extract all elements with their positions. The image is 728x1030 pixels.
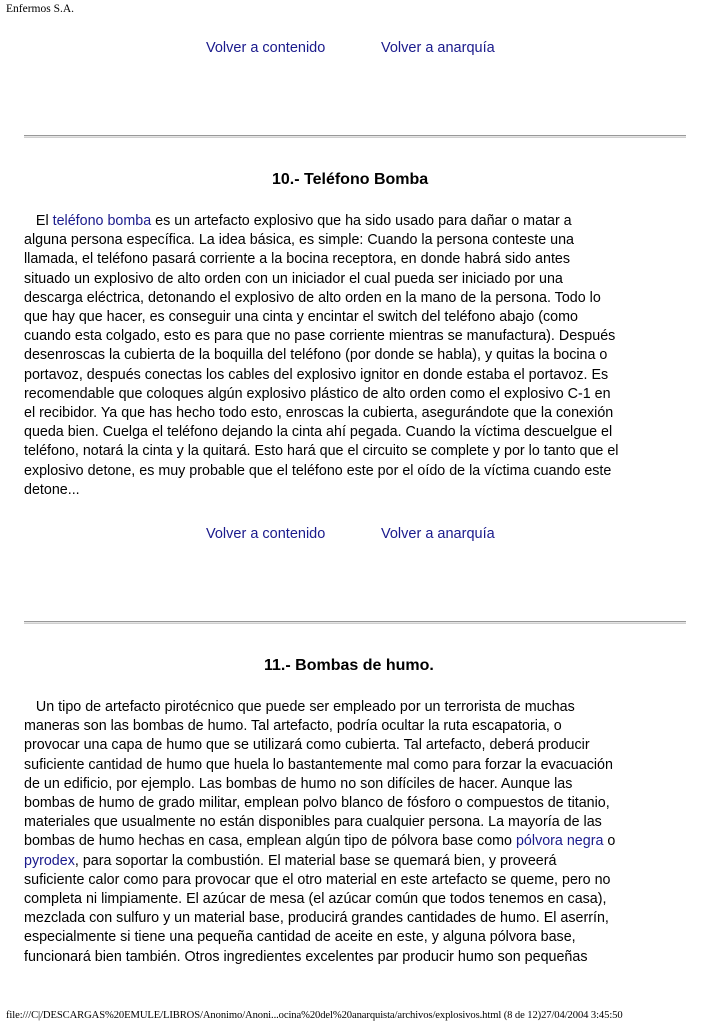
paragraph-line: mezclada con sulfuro y un material base, producirá grandes cantidades de humo. El aserrín, (24, 910, 609, 927)
paragraph-line: maneras son las bombas de humo. Tal artefacto, podría ocultar la ruta escapatoria, o (24, 718, 562, 735)
section-paragraph-telefono-bomba (24, 212, 684, 500)
paragraph-line: pyrodex, para soportar la combustión. El material base se quemará bien, y proveerá (24, 852, 557, 869)
print-footer-url: file:///C|/DESCARGAS%20EMULE/LIBROS/Anonimo/Anoni...ocina%20del%20anarquista/archivos/explosivos.html (8 de 12)27/04/2004 3:45:50 (6, 1010, 623, 1021)
horizontal-rule (24, 621, 686, 623)
volver-contenido-link[interactable]: Volver a contenido (206, 526, 326, 542)
paragraph-line: que hay que hacer, es conseguir una cinta y encintar el switch del teléfono abajo (como (24, 309, 578, 326)
inline-link-teléfono-bomba[interactable]: teléfono bomba (52, 213, 152, 229)
paragraph-line: suficiente calor como para provocar que el otro material en este artefacto se queme, pero no (24, 871, 611, 888)
paragraph-line: alguna persona específica. La idea básica, es simple: Cuando la persona conteste una (24, 232, 574, 249)
paragraph-line: desenroscas la cubierta de la boquilla del teléfono (por donde se habla), y quitas la bocina o (24, 347, 608, 364)
print-header-title: Enfermos S.A. (6, 3, 75, 15)
paragraph-line: queda bien. Cuelga el teléfono dejando la cinta ahí pegada. Cuando la víctima descuelgue el (24, 424, 613, 441)
paragraph-line: de un edificio, por ejemplo. Las bombas de humo no son difíciles de hacer. Aunque las (24, 775, 573, 792)
section-heading-bombas-de-humo: 11.- Bombas de humo. (264, 657, 434, 674)
paragraph-line: El teléfono bomba es un artefacto explosivo que ha sido usado para dañar o matar a (24, 213, 572, 229)
paragraph-line: suficiente cantidad de humo que huela lo bastantemente mal como para forzar la evacuación (24, 756, 613, 773)
paragraph-line: situado un explosivo de alto orden con un iniciador el cual pueda ser iniciado por una (24, 270, 563, 287)
volver-anarquia-link[interactable]: Volver a anarquía (381, 40, 495, 56)
paragraph-line: descarga eléctrica, detonando el explosivo de alto orden en la mano de la persona. Todo lo (24, 289, 601, 306)
paragraph-line: explosivo detone, es muy probable que el teléfono este por el oído de la víctima cuando este (24, 462, 612, 479)
paragraph-line: Un tipo de artefacto pirotécnico que puede ser empleado por un terrorista de muchas (24, 699, 575, 715)
horizontal-rule (24, 135, 686, 137)
paragraph-line: bombas de humo hechas en casa, emplean algún tipo de pólvora base como pólvora negra o (24, 833, 616, 850)
paragraph-line: teléfono, notará la cinta y la quitará. Esto hará que el circuito se complete y por lo tanto que el (24, 443, 619, 460)
section-heading-telefono-bomba: 10.- Teléfono Bomba (272, 171, 429, 188)
paragraph-line: detone... (24, 481, 80, 498)
paragraph-line: especialmente si tiene una pequeña cantidad de aceite en este, y alguna pólvora base, (24, 929, 576, 946)
paragraph-line: bombas de humo de grado militar, emplean polvo blanco de fósforo o compuestos de titanio, (24, 795, 610, 812)
paragraph-line: llamada, el teléfono pasará corriente a la bocina receptora, en donde habrá sido antes (24, 251, 571, 268)
volver-anarquia-link[interactable]: Volver a anarquía (381, 526, 495, 542)
section-paragraph-bombas-de-humo (24, 698, 684, 967)
paragraph-line: el recibidor. Ya que has hecho todo esto, enroscas la cubierta, asegurándote que la conexión (24, 405, 614, 422)
paragraph-line: cuando esta colgado, esto es para que no pase corriente mientras se manufactura). Después (24, 328, 616, 345)
paragraph-line: funcionará bien también. Otros ingredientes excelentes par producir humo son pequeñas (24, 948, 588, 965)
inline-link-pólvora-negra[interactable]: pólvora negra (515, 833, 604, 850)
paragraph-line: provocar una capa de humo que se utilizará como cubierta. Tal artefacto, deberá producir (24, 737, 590, 754)
paragraph-line: completa ni limpiamente. El azúcar de mesa (el azúcar común que todos tenemos en casa), (24, 891, 607, 908)
volver-contenido-link[interactable]: Volver a contenido (206, 40, 326, 56)
inline-link-pyrodex[interactable]: pyrodex (24, 852, 75, 869)
paragraph-line: recomendable que coloques algún explosivo plástico de alto orden como el explosivo C-1 en (24, 385, 611, 402)
paragraph-line: portavoz, después conectas los cables del explosivo ignitor en donde estaba el portavoz. Es (24, 366, 609, 383)
paragraph-line: materiales que usualmente no están disponibles para cualquier persona. La mayoría de las (24, 814, 602, 831)
